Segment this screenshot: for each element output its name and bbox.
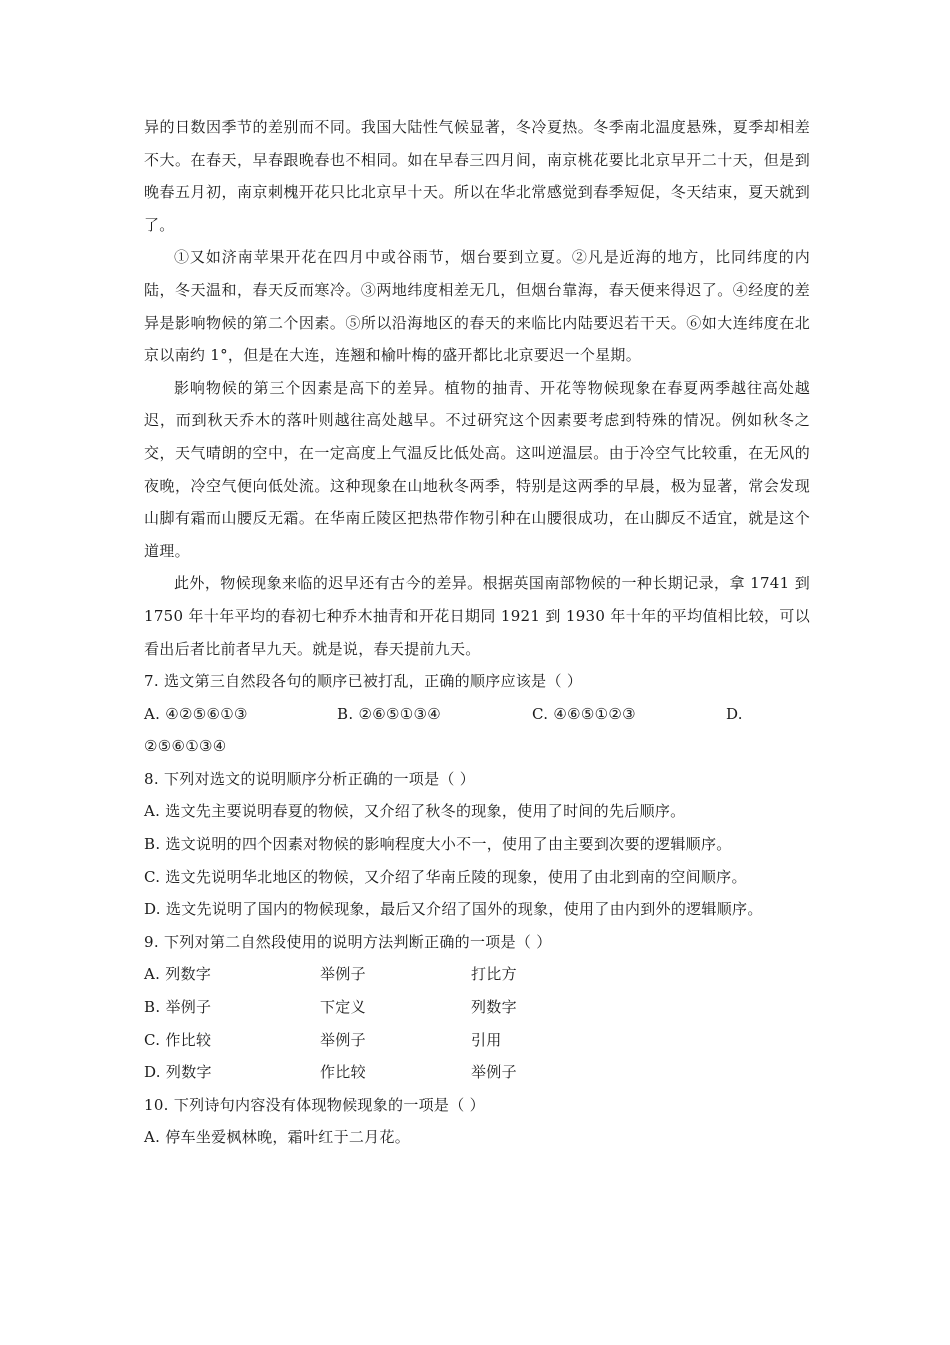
question-8-option-c: C. 选文先说明华北地区的物候，又介绍了华南丘陵的现象，使用了由北到南的空间顺序。 [144, 867, 747, 886]
question-9-stem: 9. 下列对第二自然段使用的说明方法判断正确的一项是（ ） [144, 932, 552, 951]
question-8-option-a: A. 选文先主要说明春夏的物候，又介绍了秋冬的现象，使用了时间的先后顺序。 [144, 802, 686, 821]
question-9-option-d-method-1: D. 列数字 [144, 1063, 212, 1082]
question-9-option-a-method-1: A. 列数字 [144, 965, 212, 984]
passage-paragraph-2: ①又如济南苹果开花在四月中或谷雨节，烟台要到立夏。②凡是近海的地方，比同纬度的内陆，冬天温和，春天反而寒冷。③两地纬度相差无几，但烟台靠海，春天便来得迟了。④经度的差异是影响物候的第二个因素。⑤所以沿海地区的春天的来临比内陆要迟若干天。⑥如大连纬度在北京以南约 1°，但是在大连，连翘和榆叶梅的盛开都比北京要迟一个星期。 [144, 248, 810, 365]
question-9-option-d-method-3: 举例子 [471, 1063, 517, 1082]
question-9-option-a [144, 958, 810, 991]
question-8-option-b: B. 选文说明的四个因素对物候的影响程度大小不一，使用了由主要到次要的逻辑顺序。 [144, 835, 732, 854]
question-9-option-a-method-2: 举例子 [320, 965, 366, 984]
question-9-option-b-method-2: 下定义 [320, 998, 366, 1017]
question-9-option-a-method-3: 打比方 [471, 965, 517, 984]
question-9 [144, 926, 810, 1089]
question-9-option-c-method-1: C. 作比较 [144, 1030, 212, 1049]
question-8 [144, 763, 810, 926]
question-7-stem: 7. 选文第三自然段各句的顺序已被打乱，正确的顺序应该是（ ） [144, 672, 583, 691]
question-9-option-c [144, 1024, 810, 1057]
question-7-options [144, 698, 810, 731]
document-content [144, 111, 810, 1154]
question-7-option-c: C. ④⑥⑤①②③ [532, 704, 636, 723]
question-10-stem: 10. 下列诗句内容没有体现物候现象的一项是（ ） [144, 1095, 485, 1114]
question-7 [144, 665, 810, 763]
question-10 [144, 1089, 810, 1154]
question-10-option-a: A. 停车坐爱枫林晚，霜叶红于二月花。 [144, 1128, 411, 1147]
question-9-option-b-method-1: B. 举例子 [144, 998, 212, 1017]
passage-paragraph-1: 异的日数因季节的差别而不同。我国大陆性气候显著，冬冷夏热。冬季南北温度悬殊，夏季却相差不大。在春天，早春跟晚春也不相同。如在早春三四月间，南京桃花要比北京早开二十天，但是到晚春五月初，南京刺槐开花只比北京早十天。所以在华北常感觉到春季短促，冬天结束，夏天就到了。 [144, 118, 810, 234]
question-8-option-d: D. 选文先说明了国内的物候现象，最后又介绍了国外的现象，使用了由内到外的逻辑顺序。 [144, 900, 763, 919]
question-9-option-d [144, 1056, 810, 1089]
question-9-option-d-method-2: 作比较 [320, 1063, 366, 1082]
question-7-option-b: B. ②⑥⑤①③④ [337, 704, 441, 723]
question-7-option-d-text: ②⑤⑥①③④ [144, 737, 227, 756]
question-9-option-b [144, 991, 810, 1024]
question-9-option-c-method-2: 举例子 [320, 1030, 366, 1049]
question-9-option-b-method-3: 列数字 [471, 998, 517, 1017]
question-9-option-c-method-3: 引用 [471, 1030, 502, 1049]
question-8-stem: 8. 下列对选文的说明顺序分析正确的一项是（ ） [144, 769, 476, 788]
question-7-option-d-label: D. [726, 704, 743, 723]
passage-paragraph-4: 此外，物候现象来临的迟早还有古今的差异。根据英国南部物候的一种长期记录，拿 1741 到 1750 年十年平均的春初七种乔木抽青和开花日期同 1921 到 1930 年十年的平均值相比较，可以看出后者比前者早九天。就是说，春天提前九天。 [144, 574, 810, 658]
question-7-option-a: A. ④②⑤⑥①③ [144, 704, 248, 723]
passage-paragraph-3: 影响物候的第三个因素是高下的差异。植物的抽青、开花等物候现象在春夏两季越往高处越迟，而到秋天乔木的落叶则越往高处越早。不过研究这个因素要考虑到特殊的情况。例如秋冬之交，天气晴朗的空中，在一定高度上气温反比低处高。这叫逆温层。由于冷空气比较重，在无风的夜晚，冷空气便向低处流。这种现象在山地秋冬两季，特别是这两季的早晨，极为显著，常会发现山脚有霜而山腰反无霜。在华南丘陵区把热带作物引种在山腰很成功，在山脚反不适宜，就是这个道理。 [144, 378, 810, 560]
